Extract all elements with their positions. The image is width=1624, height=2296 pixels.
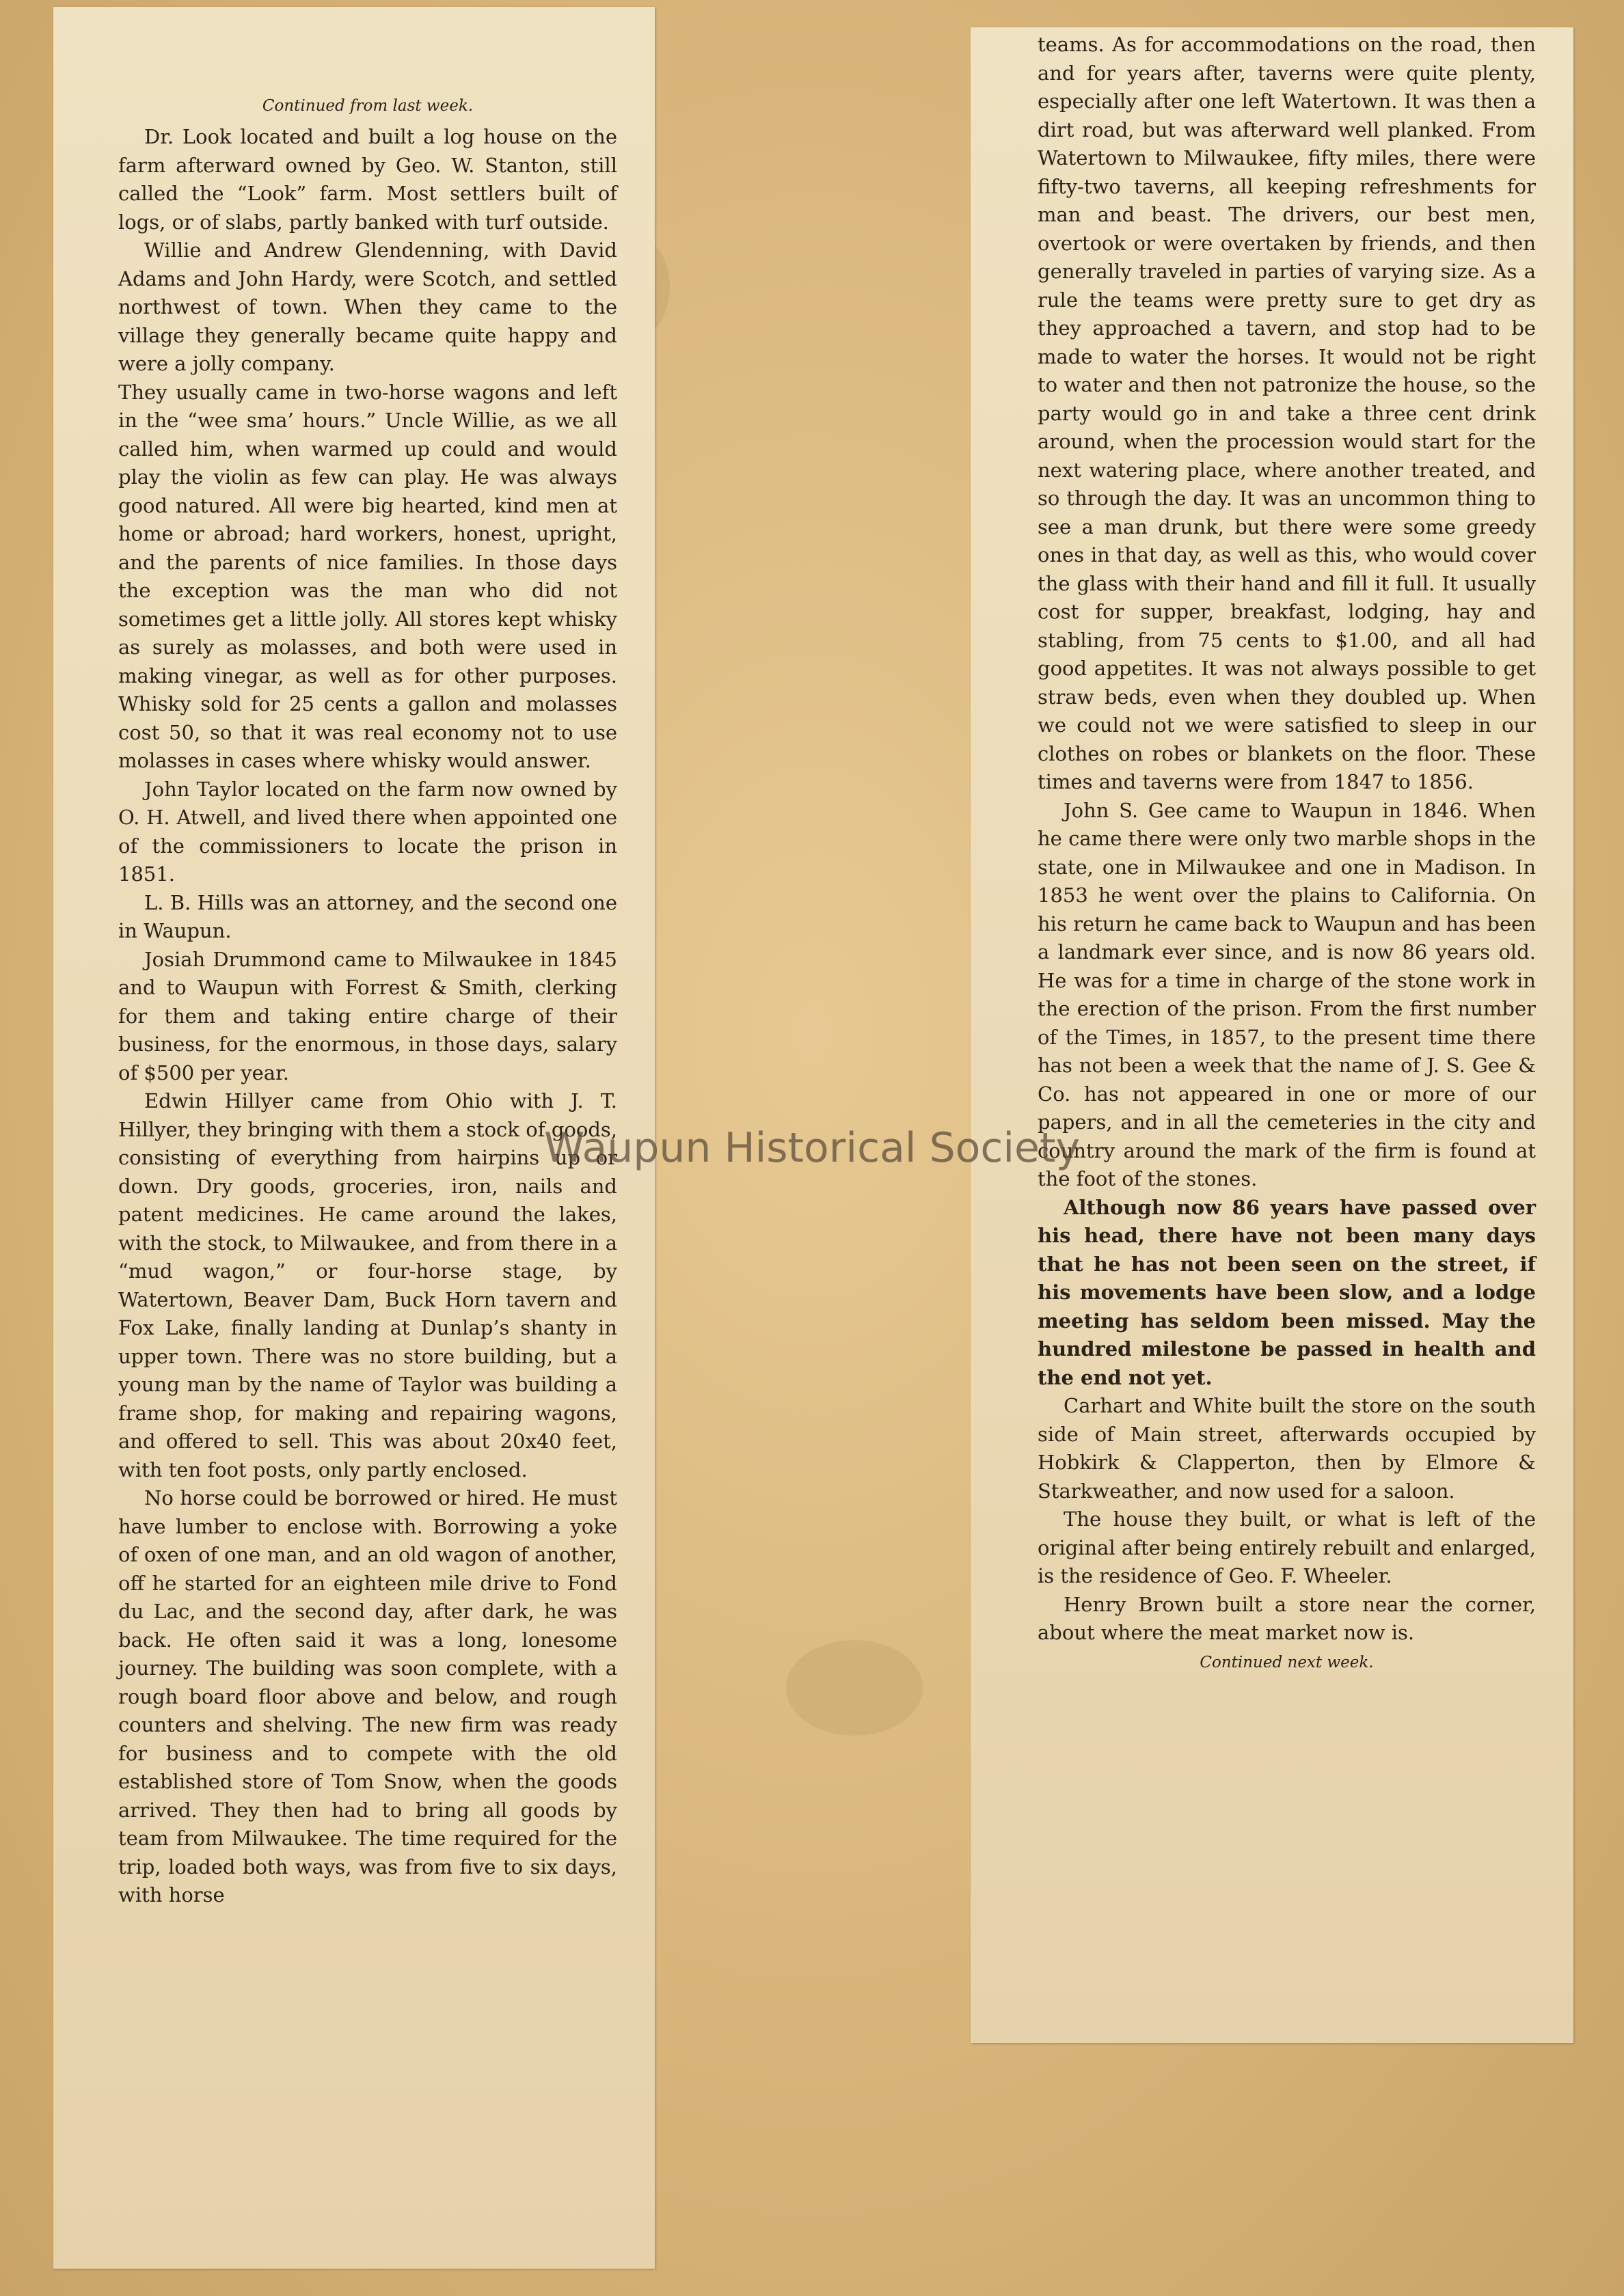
article-paragraph: They usually came in two-horse wagons and left in the “wee sma’ hours.” Uncle Willie, as we all called him, when warmed up could and would play the violin as few can play. He was always good natured. All were big hearted, kind men at home or abroad; hard workers, honest, upright, and the parents of nice families. In those days the exception was the man who did not sometimes get a little jolly. All stores kept whisky as surely as molasses, and both were used in making vinegar, as well as for other purposes. Whisky sold for 25 cents a gallon and molasses cost 50, so that it was real economy not to use molasses in cases where whisky would answer. — [118, 380, 617, 772]
article-column-left — [118, 123, 617, 1910]
article-paragraph: Although now 86 years have passed over his head, there have not been many days that he has not been seen on the street, if his movements have been slow, and a lodge meeting has seldom been missed. May the hundred milestone be passed in health and the end not yet. — [1038, 1195, 1536, 1389]
newspaper-clipping-left — [53, 7, 655, 2269]
article-paragraph: L. B. Hills was an attorney, and the second one in Waupun. — [118, 890, 617, 942]
article-paragraph: teams. As for accommodations on the road, then and for years after, taverns were quite plenty, especially after one left Watertown. It was then a dirt road, but was afterward well planked. From Watertown to Milwaukee, fifty miles, there were fifty-two taverns, all keeping refreshments for man and beast. The drivers, our best men, overtook or were overtaken by friends, and then generally traveled in parties of varying size. As a rule the teams were pretty sure to get dry as they approached a tavern, and stop had to be made to water the horses. It would not be right to water and then not patronize the house, so the party would go in and take a three cent drink around, when the procession would start for the next watering place, where another treated, and so through the day. It was an uncommon thing to see a man drunk, but there were some greedy ones in that day, as well as this, who would cover the glass with their hand and fill it full. It usually cost for supper, breakfast, lodging, hay and stabling, from 75 cents to $1.00, and all had good appetites. It was not always possible to get straw beds, even when they doubled up. When we could not we were satisfied to sleep in our clothes on robes or blankets on the floor. These times and taverns were from 1847 to 1856. — [1038, 33, 1536, 793]
watermark: Waupun Historical Society — [543, 1124, 1080, 1172]
article-paragraph: No horse could be borrowed or hired. He must have lumber to enclose with. Borrowing a yoke of oxen of one man, and an old wagon of another, off he started for an eighteen mile drive to Fond du Lac, and the second day, after dark, he was back. He often said it was a long, lonesome journey. The building was soon complete, with a rough board floor above and below, and rough counters and shelving. The new firm was ready for business and to compete with the old established store of Tom Snow, when the goods arrived. They then had to bring all goods by team from Milwaukee. The time required for the trip, loaded both ways, was from five to six days, with horse — [118, 1486, 617, 1906]
article-paragraph: Henry Brown built a store near the corner, about where the meat market now is. — [1038, 1592, 1536, 1644]
article-paragraph: Edwin Hillyer came from Ohio with J. T. Hillyer, they bringing with them a stock of goods, consisting of everything from hairpins up or down. Dry goods, groceries, iron, nails and patent medicines. He came around the lakes, with the stock, to Milwaukee, and from there in a “mud wagon,” or four-horse stage, by Watertown, Beaver Dam, Buck Horn tavern and Fox Lake, finally landing at Dunlap’s shanty in upper town. There was no store building, but a young man by the name of Taylor was building a frame shop, for making and repairing wagons, and offered to sell. This was about 20x40 feet, with ten foot posts, only partly enclosed. — [118, 1089, 617, 1481]
article-paragraph: Dr. Look located and built a log house on the farm afterward owned by Geo. W. Stanton, still called the “Look” farm. Most settlers built of logs, or of slabs, partly banked with turf outside. — [118, 125, 617, 234]
newspaper-clipping-right — [971, 27, 1573, 2043]
continued-from-note: Continued from last week. — [262, 97, 474, 115]
continued-next-note: Continued next week. — [1200, 1653, 1374, 1671]
article-paragraph: John S. Gee came to Waupun in 1846. When he came there were only two marble shops in the state, one in Milwaukee and one in Madison. In 1853 he went over the plains to California. On his return he came back to Waupun and has been a landmark ever since, and is now 86 years old. He was for a time in charge of the stone work in the erection of the prison. From the first number of the Times, in 1857, to the present time there has not been a week that the name of J. S. Gee & Co. has not appeared in one or more of our papers, and in all the cemeteries in the city and country around the mark of the firm is found at the foot of the stones. — [1038, 798, 1536, 1190]
article-paragraph: Carhart and White built the store on the south side of Main street, afterwards occupied by Hobkirk & Clapperton, then by Elmore & Starkweather, and now used for a saloon. — [1038, 1394, 1536, 1503]
article-paragraph: John Taylor located on the farm now owned by O. H. Atwell, and lived there when appointed one of the commissioners to locate the prison in 1851. — [118, 777, 617, 886]
article-column-right — [1038, 31, 1536, 1648]
article-paragraph: Willie and Andrew Glendenning, with David Adams and John Hardy, were Scotch, and settled northwest of town. When they came to the village they generally became quite happy and were a jolly company. — [118, 238, 617, 375]
page-stain — [786, 1640, 923, 1736]
article-paragraph: Josiah Drummond came to Milwaukee in 1845 and to Waupun with Forrest & Smith, clerking for them and taking entire charge of their business, for the enormous, in those days, salary of $500 per year. — [118, 947, 617, 1084]
article-paragraph: The house they built, or what is left of the original after being entirely rebuilt and enlarged, is the residence of Geo. F. Wheeler. — [1038, 1507, 1536, 1587]
